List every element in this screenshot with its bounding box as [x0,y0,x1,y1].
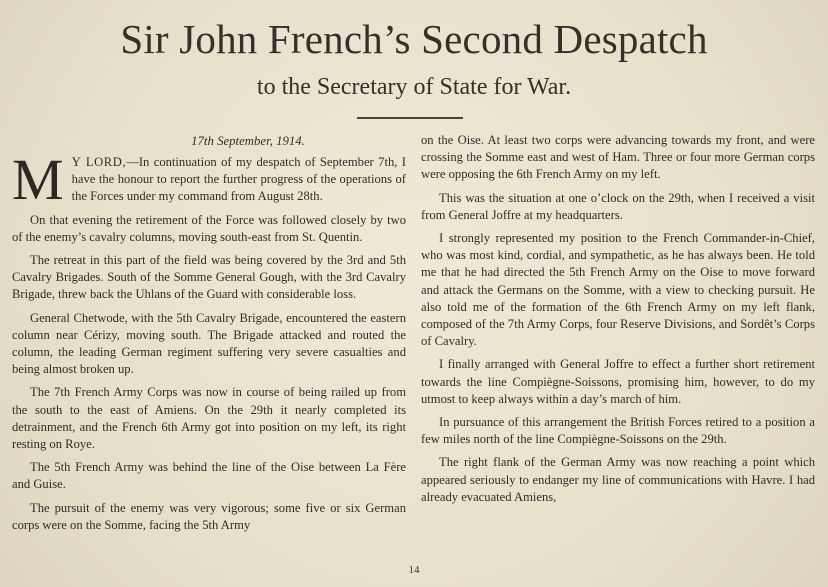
left-paragraph-3: General Chetwode, with the 5th Cavalry Brigade, encountered the eastern column near Cérizy, moving south. The Brigade attacked and routed the column, the leading German regiment suffering very severe casualties and being almost broken up. [12,310,406,377]
right-paragraph-2: I strongly represented my position to the French Commander-in-Chief, who was most kind, cordial, and sympathetic, as he has always been. He told me that he had directed the 5th French Army on the Oise to move forward and attack the Germans on the Somme, with a view to checking pursuit. He also told me of the formation of the 6th French Army on my left flank, composed of the 7th Army Corps, four Reserve Divisions, and Sordêt’s Corps of Cavalry. [421,231,815,349]
title-divider [357,117,463,119]
right-paragraph-3: I finally arranged with General Joffre to effect a further short retirement towards the line Compiègne-Soissons, promising him, however, to do my utmost to keep always within a day’s march of him. [421,357,815,406]
salutation: Y LORD, [71,155,127,169]
right-paragraph-1: This was the situation at one o’clock on the 29th, when I received a visit from General Joffre at my headquarters. [421,190,815,222]
right-column [421,132,815,512]
left-paragraph-5: The 5th French Army was behind the line of the Oise between La Fère and Guise. [12,460,406,492]
drop-cap: M [12,147,64,212]
opening-paragraph [12,147,406,212]
right-paragraph-5: The right flank of the German Army was now reaching a point which appeared seriously to endanger my line of communications with Havre. I had already evacuated Amiens, [421,455,815,504]
left-paragraph-1: On that evening the retirement of the Force was followed closely by two of the enemy’s cavalry columns, moving south-east from St. Quentin. [12,212,406,244]
page-subtitle: to the Secretary of State for War. [256,74,572,100]
left-paragraph-2: The retreat in this part of the field was being covered by the 3rd and 5th Cavalry Brigades. South of the Somme General Gough, with the 3rd Cavalry Brigade, threw back the Uhlans of the Guard with considerable loss. [12,253,406,302]
page-number: 14 [408,564,420,576]
left-paragraph-4: The 7th French Army Corps was now in course of being railed up from the south to the east of Amiens. On the 29th it nearly completed its detrainment, and the French 6th Army got into position on my left, its right resting on Roye. [12,385,406,452]
letter-date: 17th September, 1914. [191,134,305,148]
left-column [12,132,406,540]
right-paragraph-4: In pursuance of this arrangement the British Forces retired to a position a few miles north of the line Compiègne-Soissons on the 29th. [421,415,815,447]
opening-text: —In continuation of my despatch of September 7th, I have the honour to report the further progress of the operations of the Forces under my command from August 28th. [71,155,406,204]
left-paragraph-6: The pursuit of the enemy was very vigorous; some five or six German corps were on the Somme, facing the 5th Army [12,500,406,532]
right-continuation-paragraph: on the Oise. At least two corps were advancing towards my front, and were crossing the Somme east and west of Ham. Three or four more German corps were opposing the 6th French Army on my left. [421,133,815,182]
page-title: Sir John French’s Second Despatch [120,16,708,62]
